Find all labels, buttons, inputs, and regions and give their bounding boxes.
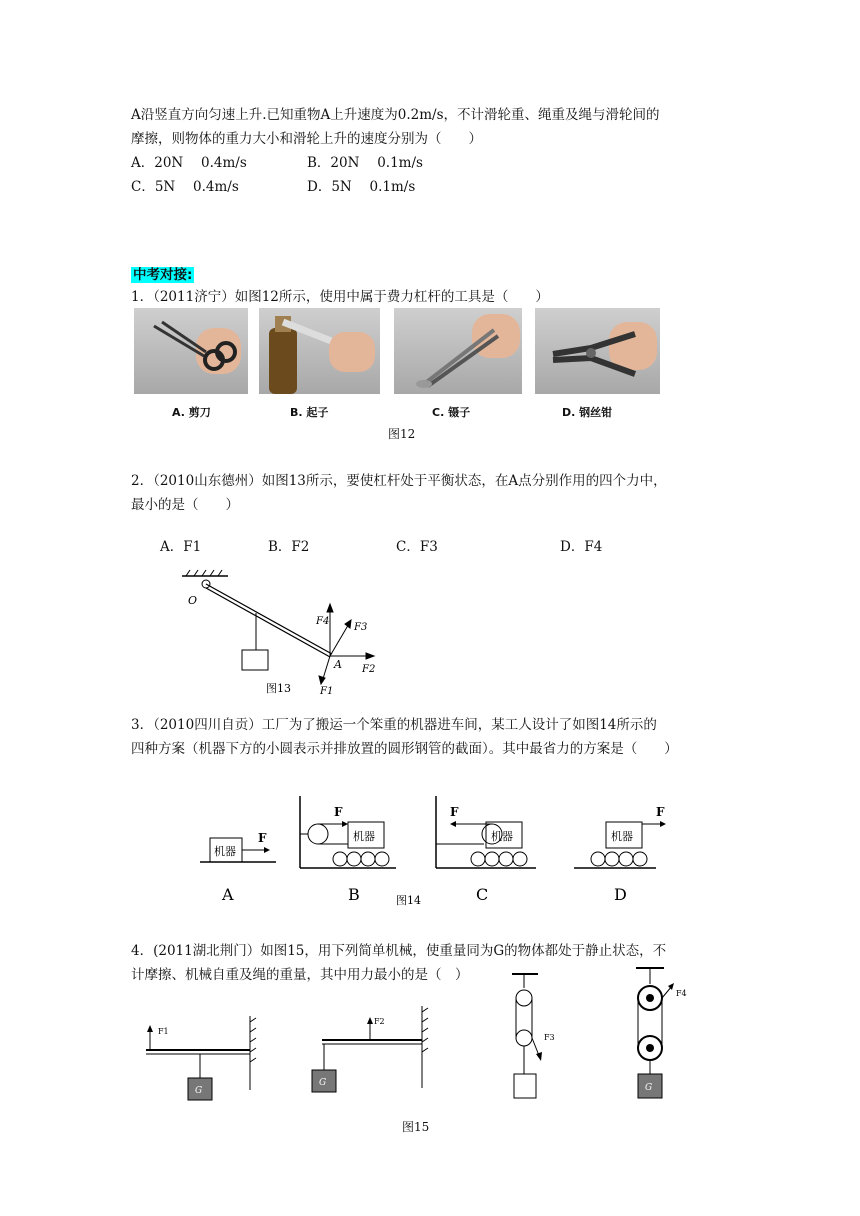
figure-15-caption: 图15 bbox=[402, 1120, 430, 1134]
panel-b-machine: 机器 bbox=[353, 830, 375, 843]
panel-a-force: F bbox=[258, 831, 267, 845]
q2-option-b: B．F2 bbox=[268, 539, 310, 555]
point-a-label: A bbox=[334, 658, 342, 671]
q4-force-f3: F3 bbox=[544, 1033, 555, 1042]
bottle-opener-icon bbox=[259, 308, 380, 394]
figure-12-caption: 图12 bbox=[388, 427, 416, 441]
force-f4-label: F4 bbox=[316, 616, 330, 627]
q4-weight-4: G bbox=[645, 1083, 653, 1093]
q4-force-f1: F1 bbox=[158, 1027, 169, 1036]
pliers-icon bbox=[535, 308, 660, 394]
q1-label-a: A. 剪刀 bbox=[172, 406, 211, 419]
panel-b-label: B bbox=[348, 885, 360, 904]
panel-c-label: C bbox=[476, 885, 489, 904]
q1-label-b: B. 起子 bbox=[290, 406, 329, 419]
figure-13-caption: 图13 bbox=[266, 682, 291, 695]
panel-a-machine: 机器 bbox=[214, 845, 236, 858]
section-heading bbox=[131, 264, 194, 286]
q4-weight-1: G bbox=[195, 1086, 203, 1096]
q1-label-c: C. 镊子 bbox=[432, 406, 471, 419]
section-heading-text: 中考对接: bbox=[133, 267, 193, 283]
figure-14-diagram bbox=[196, 782, 676, 908]
q4-force-f2: F2 bbox=[374, 1017, 385, 1026]
q2-line-2: 最小的是（ ） bbox=[131, 497, 239, 513]
bottle-opener-photo bbox=[259, 308, 380, 394]
tweezers-photo bbox=[394, 308, 522, 394]
q3-line-2: 四种方案（机器下方的小圆表示并排放置的圆形钢管的截面）。其中最省力的方案是（ ） bbox=[131, 741, 678, 757]
scissors-photo bbox=[134, 308, 248, 394]
scissors-icon bbox=[134, 308, 248, 394]
q2-option-c: C．F3 bbox=[396, 539, 438, 555]
tweezers-icon bbox=[394, 308, 522, 394]
panel-c-force: F bbox=[450, 805, 459, 819]
prev-question-line-1: A沿竖直方向匀速上升.已知重物A上升速度为0.2m/s，不计滑轮重、绳重及绳与滑轮间的 bbox=[131, 107, 660, 123]
panel-a-label: A bbox=[222, 885, 234, 904]
panel-c-machine: 机器 bbox=[491, 830, 513, 843]
panel-d-force: F bbox=[656, 805, 665, 819]
q2-option-d: D．F4 bbox=[560, 539, 603, 555]
q1-label-d: D. 钢丝钳 bbox=[562, 406, 613, 419]
prev-option-a: A．20N 0.4m/s bbox=[131, 155, 247, 171]
panel-b-force: F bbox=[334, 805, 343, 819]
q4-line-2: 计摩擦、机械自重及绳的重量，其中用力最小的是（ ） bbox=[131, 967, 469, 983]
pliers-photo bbox=[535, 308, 660, 394]
pivot-label: O bbox=[188, 594, 198, 607]
figure-15-diagram bbox=[130, 962, 690, 1106]
panel-d-label: D bbox=[614, 885, 627, 904]
figure-13-lever-diagram bbox=[170, 568, 390, 698]
force-f1-label: F1 bbox=[320, 686, 334, 697]
prev-option-b: B．20N 0.1m/s bbox=[307, 155, 423, 171]
q4-force-f4: F4 bbox=[676, 989, 687, 998]
force-f2-label: F2 bbox=[362, 664, 376, 675]
force-f3-label: F3 bbox=[354, 622, 368, 633]
prev-question-line-2: 摩擦，则物体的重力大小和滑轮上升的速度分别为（ ） bbox=[131, 131, 482, 147]
weight-box bbox=[242, 650, 268, 670]
q3-line-1: 3．（2010四川自贡）工厂为了搬运一个笨重的机器进车间，某工人设计了如图14所示的 bbox=[131, 717, 657, 733]
q4-weight-2: G bbox=[319, 1078, 327, 1088]
q2-line-1: 2．（2010山东德州）如图13所示，要使杠杆处于平衡状态，在A点分别作用的四个力中， bbox=[131, 473, 667, 489]
prev-option-c: C．5N 0.4m/s bbox=[131, 179, 239, 195]
figure-14-caption: 图14 bbox=[396, 894, 421, 907]
panel-d-machine: 机器 bbox=[611, 830, 633, 843]
q2-option-a: A．F1 bbox=[160, 539, 202, 555]
prev-option-d: D．5N 0.1m/s bbox=[307, 179, 416, 195]
q1-text: 1．（2011济宁）如图12所示，使用中属于费力杠杆的工具是（ ） bbox=[131, 289, 549, 305]
q4-line-1: 4．(2011湖北荆门）如图15，用下列简单机械，使重量同为G的物体都处于静止状态，不 bbox=[131, 943, 667, 959]
